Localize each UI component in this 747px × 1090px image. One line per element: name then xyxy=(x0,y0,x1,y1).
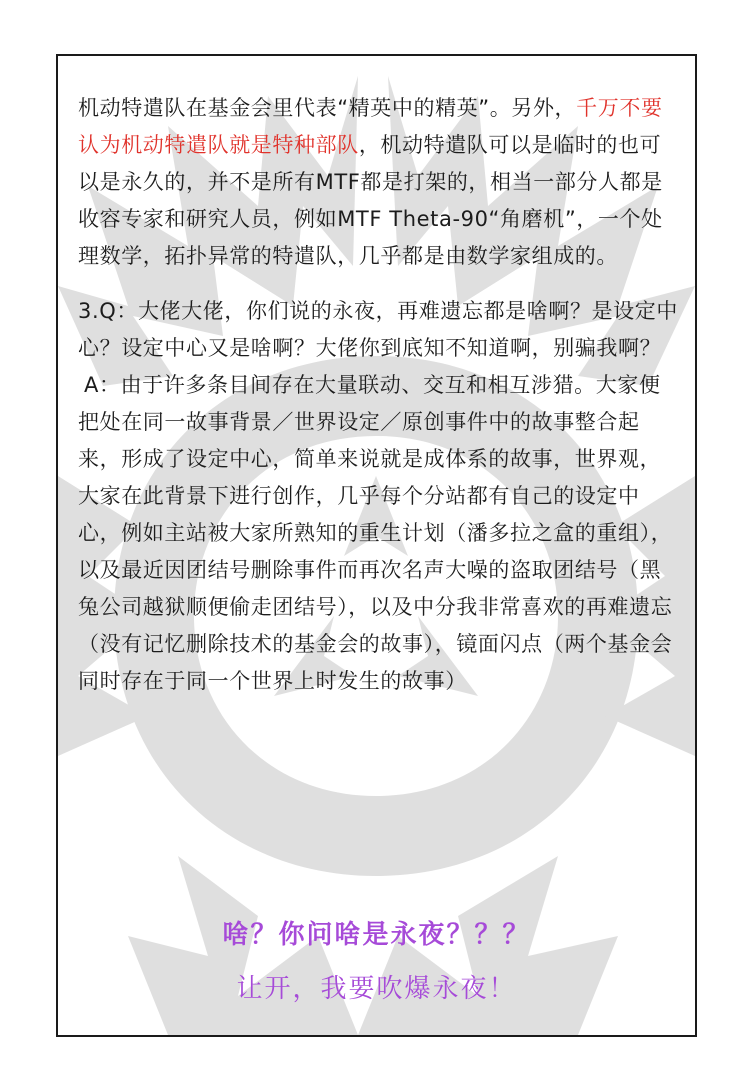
shout-line-2: 让开，我要吹爆永夜！ xyxy=(236,974,517,1004)
article-body xyxy=(78,90,682,700)
mtf-intro-text: 机动特遣队在基金会里代表“精英中的精英”。另外， xyxy=(78,96,577,120)
shout-line-1: 啥？你问啥是永夜？？？ xyxy=(222,920,531,950)
document-frame xyxy=(56,54,697,1037)
mtf-warning-highlight: 千万不要认为机动特遣队就是特种部队 xyxy=(78,96,663,157)
mtf-paragraph xyxy=(78,90,682,275)
mtf-detail-text: ，机动特遣队可以是临时的也可以是永久的，并不是所有MTF都是打架的，相当一部分人都是收容专家和研究人员，例如MTF Theta-90“角磨机”，一个处理数学，拓扑异常的特遣队，几乎都是由数学家组成的。 xyxy=(78,133,663,268)
answer-paragraph: A：由于许多条目间存在大量联动、交互和相互涉猎。大家便把处在同一故事背景／世界设定／原创事件中的故事整合起来，形成了设定中心，简单来说就是成体系的故事，世界观，大家在此背景下进行创作，几乎每个分站都有自己的设定中心，例如主站被大家所熟知的重生计划（潘多拉之盒的重组），以及最近因团结号删除事件而再次名声大噪的盗取团结号（黑兔公司越狱顺便偷走团结号），以及中分我非常喜欢的再难遗忘（没有记忆删除技术的基金会的故事），镜面闪点（两个基金会同时存在于同一个世界上时发生的故事） xyxy=(78,373,673,693)
question-paragraph: 3.Q：大佬大佬，你们说的永夜，再难遗忘都是啥啊？是设定中心？设定中心又是啥啊？大佬你到底知不知道啊，别骗我啊？ xyxy=(78,299,678,360)
